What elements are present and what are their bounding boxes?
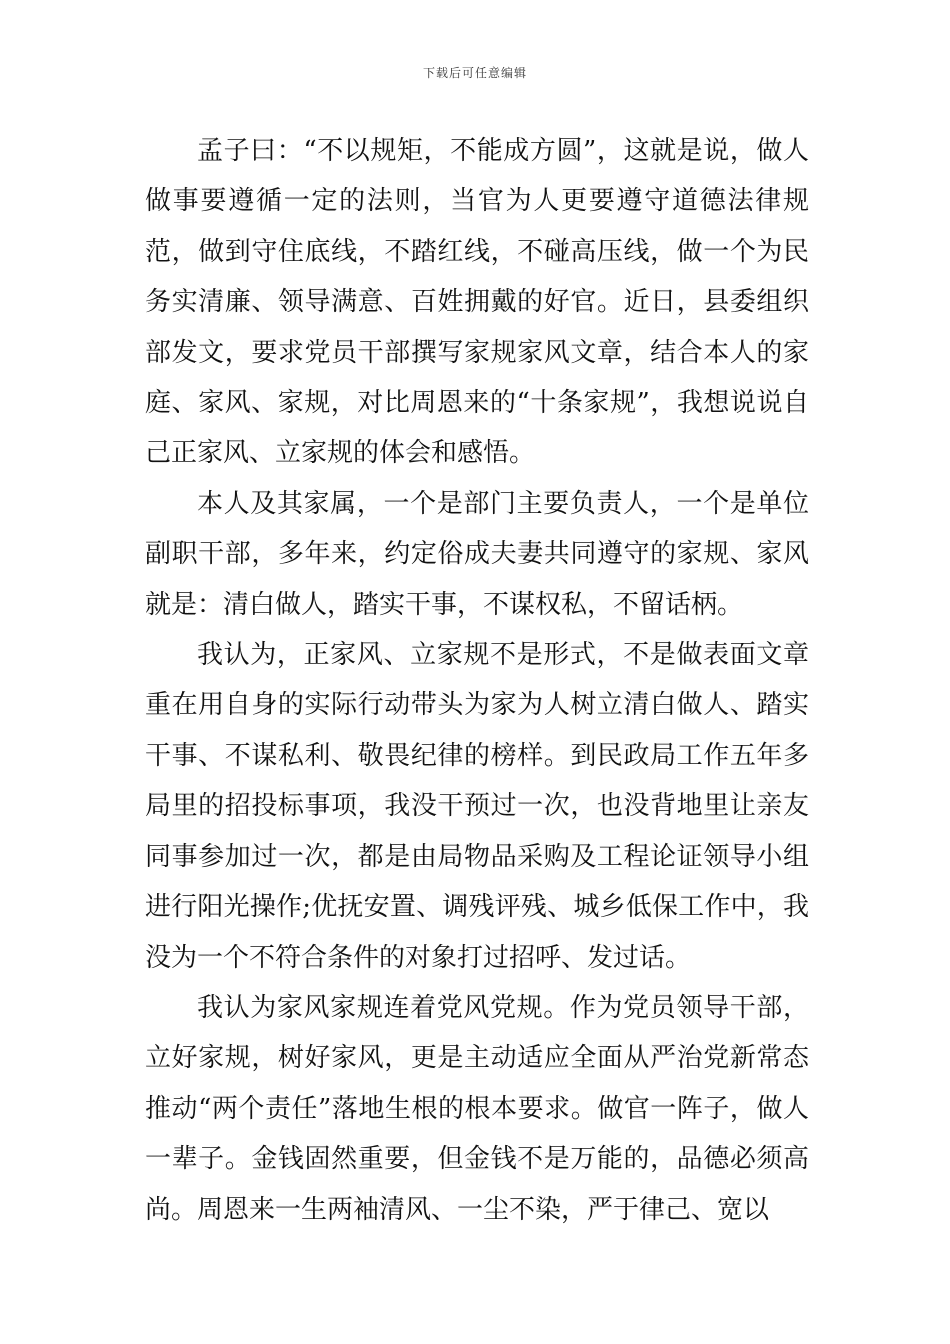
document-body xyxy=(145,126,809,1235)
paragraph-3: 我认为，正家风、立家规不是形式，不是做表面文章重在用自身的实际行动带头为家为人树立清白做人、踏实干事、不谋私利、敬畏纪律的榜样。到民政局工作五年多局里的招投标事项，我没干预过一次，也没背地里让亲友同事参加过一次，都是由局物品采购及工程论证领导小组进行阳光操作;优抚安置、调残评残、城乡低保工作中，我没为一个不符合条件的对象打过招呼、发过话。 xyxy=(145,640,809,973)
paragraph-4: 我认为家风家规连着党风党规。作为党员领导干部，立好家规，树好家风，更是主动适应全面从严治党新常态推动“两个责任”落地生根的根本要求。做官一阵子，做人一辈子。金钱固然重要，但金钱不是万能的，品德必须高尚。周恩来一生两袖清风、一尘不染，严于律己、宽以 xyxy=(145,992,809,1225)
paragraph-2: 本人及其家属，一个是部门主要负责人，一个是单位副职干部，多年来，约定俗成夫妻共同遵守的家规、家风就是：清白做人，踏实干事，不谋权私，不留话柄。 xyxy=(145,488,809,620)
page-header: 下载后可任意编辑 xyxy=(422,66,527,80)
paragraph-1: 孟子曰：“不以规矩，不能成方圆”，这就是说，做人做事要遵循一定的法则，当官为人更要遵守道德法律规范，做到守住底线，不踏红线，不碰高压线，做一个为民务实清廉、领导满意、百姓拥戴的好官。近日，县委组织部发文，要求党员干部撰写家规家风文章，结合本人的家庭、家风、家规，对比周恩来的“十条家规”，我想说说自己正家风、立家规的体会和感悟。 xyxy=(145,136,809,469)
